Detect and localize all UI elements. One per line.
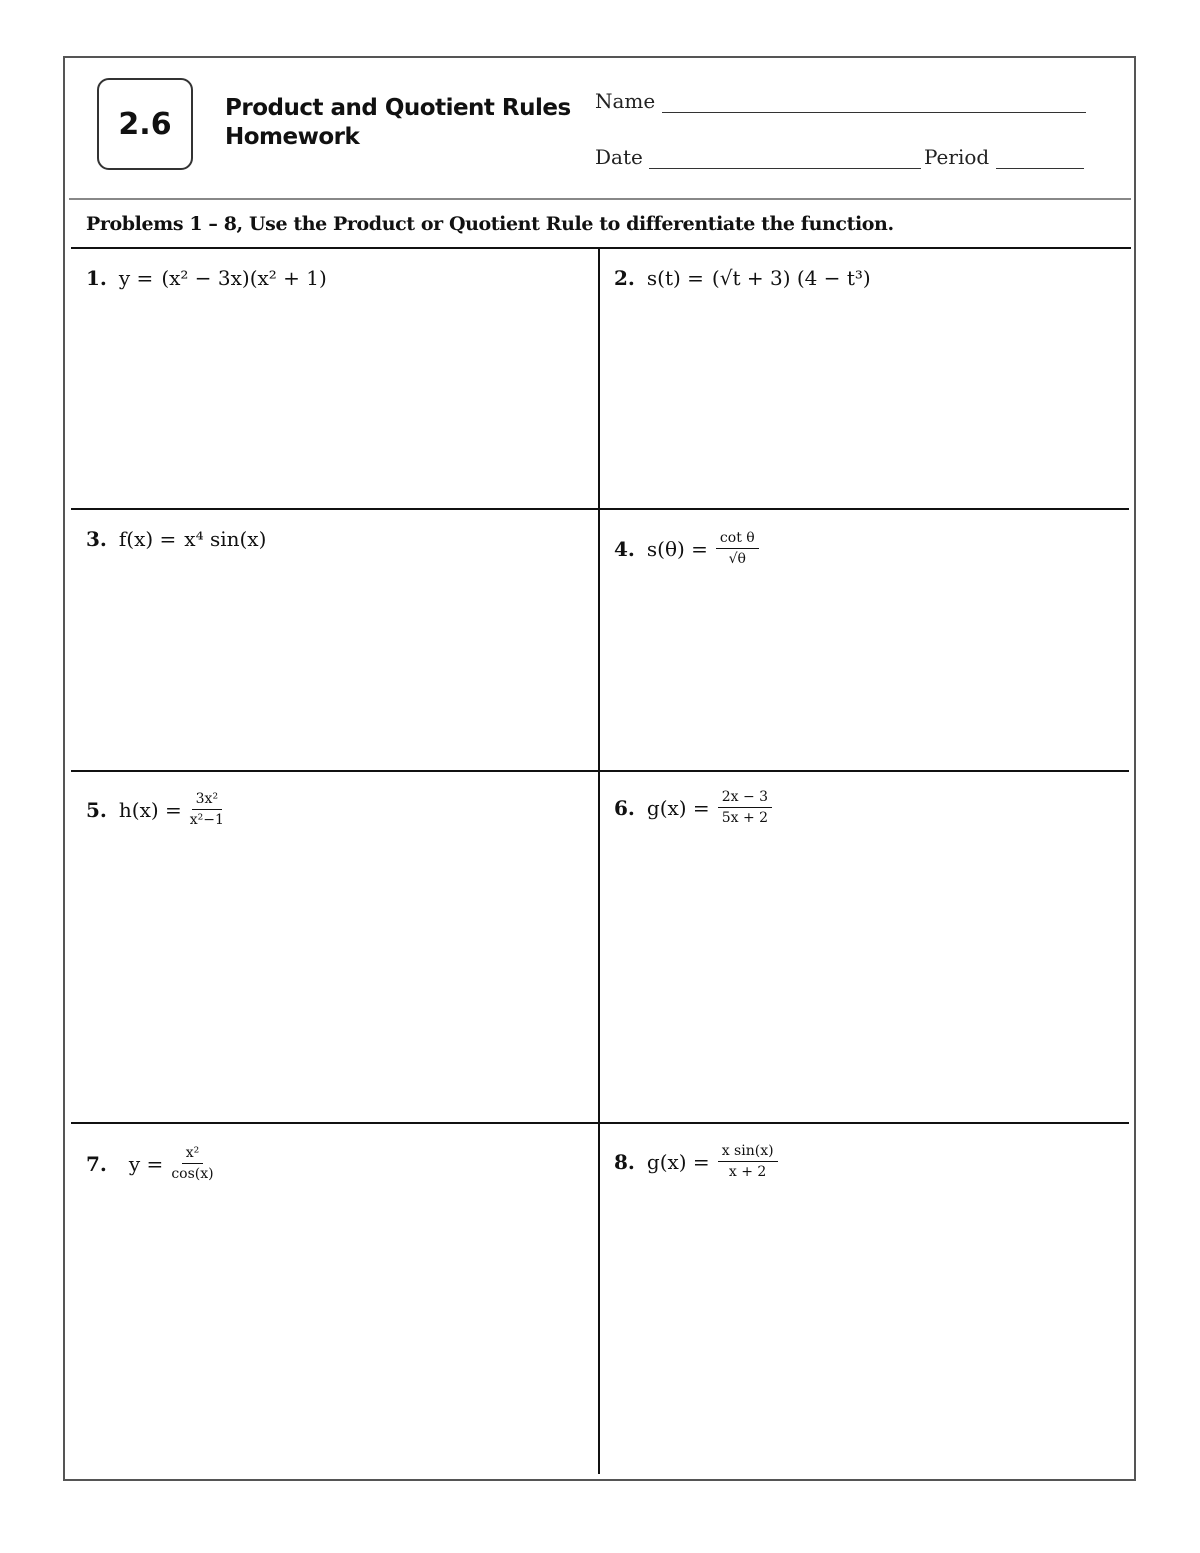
grid-rule-row4 bbox=[71, 1122, 1129, 1124]
name-label: Name bbox=[595, 89, 656, 113]
problem-lhs: y = bbox=[118, 266, 154, 290]
problem-lhs: f(x) = bbox=[118, 527, 177, 551]
problem-expression: (√t + 3) (4 − t³) bbox=[711, 266, 871, 290]
grid-rule-center bbox=[598, 248, 600, 1474]
problem-lhs: h(x) = bbox=[118, 797, 182, 822]
numerator: 3x² bbox=[192, 791, 222, 810]
problem-number: 7. bbox=[86, 1151, 107, 1176]
problem-number: 4. bbox=[614, 536, 635, 561]
problem-lhs: s(t) = bbox=[646, 266, 704, 290]
problem-4 bbox=[614, 530, 759, 567]
name-blank[interactable] bbox=[662, 94, 1086, 113]
problem-3 bbox=[86, 527, 266, 551]
title-line-1: Product and Quotient Rules bbox=[225, 95, 571, 121]
problem-1 bbox=[86, 266, 327, 290]
problem-7 bbox=[86, 1145, 214, 1182]
problem-lhs: y = bbox=[128, 1151, 164, 1176]
problem-5 bbox=[86, 791, 224, 828]
problem-number: 8. bbox=[614, 1149, 635, 1174]
name-field[interactable] bbox=[595, 89, 1086, 113]
denominator: x + 2 bbox=[728, 1164, 767, 1180]
grid-rule-row2 bbox=[71, 508, 1129, 510]
denominator: x²−1 bbox=[189, 812, 224, 828]
date-label: Date bbox=[595, 145, 643, 169]
title-line-2: Homework bbox=[225, 124, 360, 150]
period-blank[interactable] bbox=[996, 150, 1084, 169]
header-divider bbox=[69, 198, 1131, 200]
problem-number: 5. bbox=[86, 797, 107, 822]
period-label: Period bbox=[924, 145, 990, 169]
grid-rule-row3 bbox=[71, 770, 1129, 772]
denominator: 5x + 2 bbox=[721, 810, 769, 826]
problem-expression: (x² − 3x)(x² + 1) bbox=[161, 266, 327, 290]
problem-number: 2. bbox=[614, 266, 635, 290]
numerator: 2x − 3 bbox=[718, 789, 772, 808]
problem-number: 1. bbox=[86, 266, 107, 290]
section-number-badge bbox=[97, 78, 193, 170]
numerator: x² bbox=[182, 1145, 204, 1164]
problem-lhs: g(x) = bbox=[646, 1149, 710, 1174]
denominator: √θ bbox=[728, 551, 746, 567]
period-field[interactable] bbox=[924, 145, 1084, 169]
date-field[interactable] bbox=[595, 145, 921, 169]
fraction bbox=[718, 1143, 778, 1180]
problem-6 bbox=[614, 789, 772, 826]
instructions: Problems 1 – 8, Use the Product or Quotient Rule to differentiate the function. bbox=[86, 213, 894, 235]
date-blank[interactable] bbox=[649, 150, 921, 169]
grid-rule-top bbox=[71, 247, 1131, 249]
fraction bbox=[190, 791, 224, 828]
section-number: 2.6 bbox=[118, 106, 172, 142]
page-title bbox=[225, 94, 571, 152]
fraction bbox=[718, 789, 772, 826]
problem-lhs: g(x) = bbox=[646, 795, 710, 820]
fraction bbox=[171, 1145, 213, 1182]
problem-expression: x⁴ sin(x) bbox=[184, 527, 267, 551]
denominator: cos(x) bbox=[171, 1166, 214, 1182]
problem-8 bbox=[614, 1143, 778, 1180]
numerator: cot θ bbox=[716, 530, 759, 549]
problem-number: 3. bbox=[86, 527, 107, 551]
fraction bbox=[716, 530, 759, 567]
numerator: x sin(x) bbox=[718, 1143, 778, 1162]
problem-number: 6. bbox=[614, 795, 635, 820]
problem-2 bbox=[614, 266, 871, 290]
problem-lhs: s(θ) = bbox=[646, 536, 708, 561]
